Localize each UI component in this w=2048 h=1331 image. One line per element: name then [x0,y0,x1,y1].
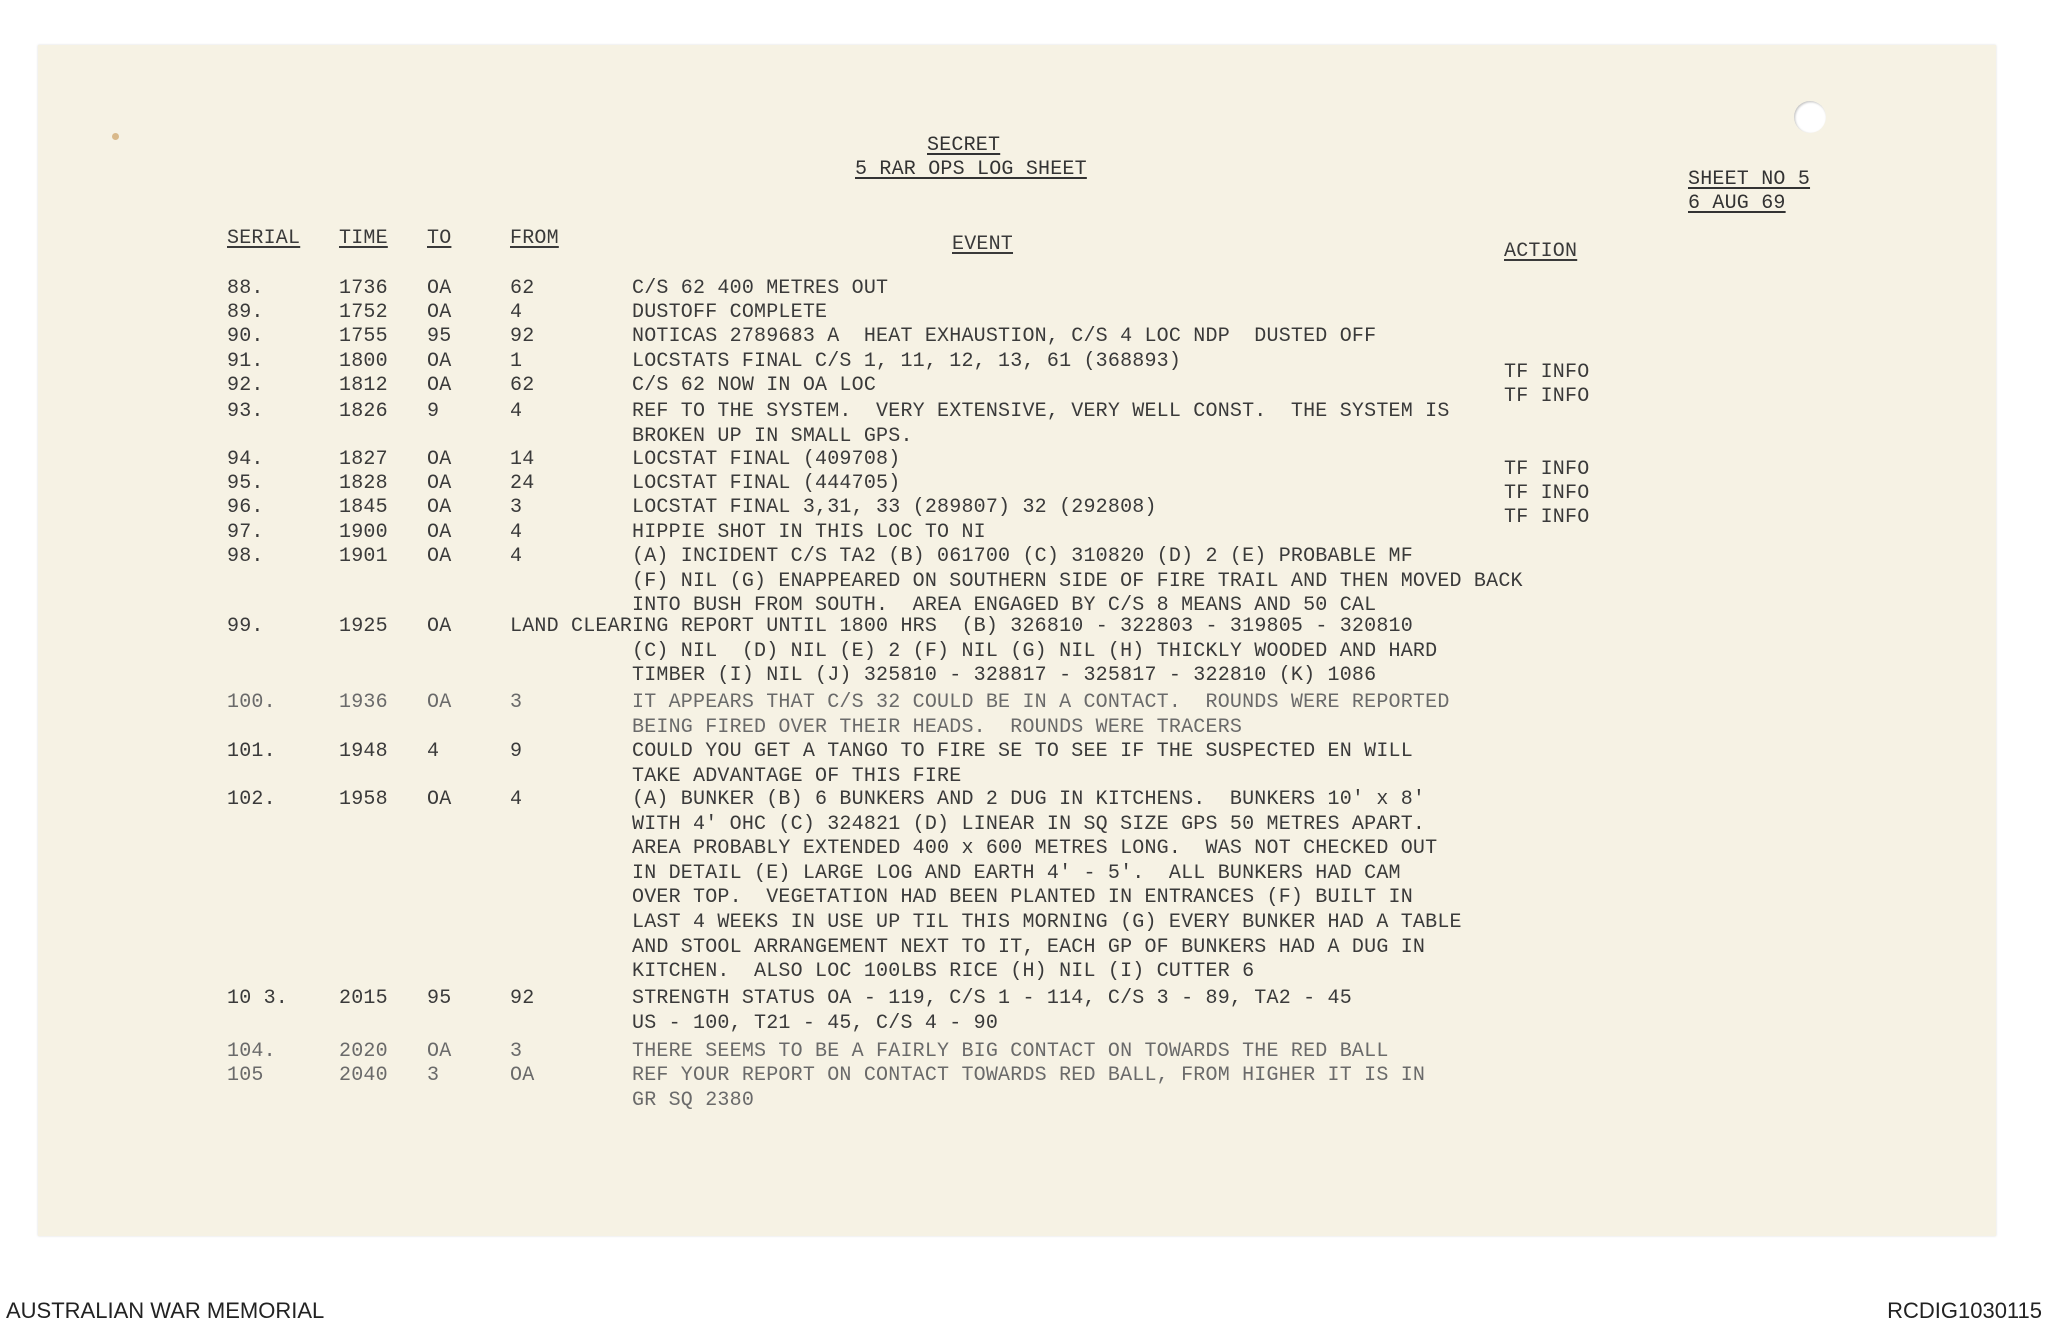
row-from: 9 [510,740,523,763]
row-event-line: AND STOOL ARRANGEMENT NEXT TO IT, EACH GP OF BUNKERS HAD A DUG IN [632,936,1426,959]
row-event-line: (A) BUNKER (B) 6 BUNKERS AND 2 DUG IN KITCHENS. BUNKERS 10' x 8' [632,788,1426,811]
row-action: TF INFO [1504,385,1590,408]
row-from: 3 [510,1040,523,1063]
paper-stain [112,133,119,140]
row-event-line: IN DETAIL (E) LARGE LOG AND EARTH 4' - 5'. ALL BUNKERS HAD CAM [632,862,1401,885]
row-action: TF INFO [1504,482,1590,505]
row-event-line: C/S 62 400 METRES OUT [632,277,889,300]
row-serial: 89. [227,301,264,324]
row-serial: 95. [227,472,264,495]
row-to: OA [427,615,452,638]
row-event-line: (A) INCIDENT C/S TA2 (B) 061700 (C) 310820 (D) 2 (E) PROBABLE MF [632,545,1413,568]
row-event-line: AREA PROBABLY EXTENDED 400 x 600 METRES LONG. WAS NOT CHECKED OUT [632,837,1438,860]
row-event-line: LOCSTAT FINAL 3,31, 33 (289807) 32 (292808) [632,496,1157,519]
row-serial: 91. [227,350,264,373]
row-serial: 96. [227,496,264,519]
row-time: 1948 [339,740,388,763]
row-time: 2015 [339,987,388,1010]
row-to: OA [427,496,452,519]
row-from: 4 [510,545,523,568]
row-serial: 90. [227,325,264,348]
row-event-line: GR SQ 2380 [632,1089,755,1112]
row-to: OA [427,301,452,324]
row-event-line: TIMBER (I) NIL (J) 325810 - 328817 - 325817 - 322810 (K) 1086 [632,664,1377,687]
row-serial: 101. [227,740,276,763]
row-from: 4 [510,400,523,423]
row-time: 1827 [339,448,388,471]
row-to: 3 [427,1064,440,1087]
row-event-line: LOCSTAT FINAL (409708) [632,448,901,471]
row-time: 1736 [339,277,388,300]
row-from: 62 [510,374,535,397]
row-to: OA [427,374,452,397]
row-serial: 97. [227,521,264,544]
row-serial: 88. [227,277,264,300]
row-event-line: DUSTOFF COMPLETE [632,301,828,324]
row-time: 1901 [339,545,388,568]
row-serial: 102. [227,788,276,811]
row-event-line: BEING FIRED OVER THEIR HEADS. ROUNDS WERE TRACERS [632,716,1243,739]
row-serial: 100. [227,691,276,714]
row-to: 4 [427,740,440,763]
sheet-date: 6 AUG 69 [1688,192,1786,215]
row-from: 24 [510,472,535,495]
row-action: TF INFO [1504,458,1590,481]
row-time: 1755 [339,325,388,348]
column-header-time: TIME [339,227,388,250]
column-header-serial: SERIAL [227,227,301,250]
row-serial: 98. [227,545,264,568]
row-to: OA [427,545,452,568]
row-event-line: C/S 62 NOW IN OA LOC [632,374,877,397]
row-event-line: LOCSTATS FINAL C/S 1, 11, 12, 13, 61 (368893) [632,350,1182,373]
row-time: 1752 [339,301,388,324]
row-time: 1826 [339,400,388,423]
row-from: 92 [510,987,535,1010]
row-from: 1 [510,350,523,373]
column-header-event: EVENT [952,233,1014,256]
row-serial: 94. [227,448,264,471]
row-time: 1958 [339,788,388,811]
sheet-number: SHEET NO 5 [1688,168,1811,191]
row-serial: 92. [227,374,264,397]
row-event-line: WITH 4' OHC (C) 324821 (D) LINEAR IN SQ SIZE GPS 50 METRES APART. [632,813,1426,836]
row-time: 2020 [339,1040,388,1063]
row-event-line: IT APPEARS THAT C/S 32 COULD BE IN A CONTACT. ROUNDS WERE REPORTED [632,691,1450,714]
row-from: OA [510,1064,535,1087]
row-event-line: LOCSTAT FINAL (444705) [632,472,901,495]
row-event-line: REF TO THE SYSTEM. VERY EXTENSIVE, VERY WELL CONST. THE SYSTEM IS [632,400,1450,423]
row-from: 3 [510,496,523,519]
row-time: 2040 [339,1064,388,1087]
row-time: 1800 [339,350,388,373]
row-time: 1936 [339,691,388,714]
footer-record-id: RCDIG1030115 [1887,1298,2042,1323]
row-event-lead: LAND CLEARING REPORT UNTIL 1800 HRS (B) 326810 - 322803 - 319805 - 320810 [510,615,1413,638]
row-event-line: THERE SEEMS TO BE A FAIRLY BIG CONTACT ON TOWARDS THE RED BALL [632,1040,1389,1063]
row-serial: 93. [227,400,264,423]
row-to: OA [427,1040,452,1063]
row-serial: 105 [227,1064,264,1087]
row-event-line: LAST 4 WEEKS IN USE UP TIL THIS MORNING (G) EVERY BUNKER HAD A TABLE [632,911,1462,934]
row-from: 92 [510,325,535,348]
row-time: 1828 [339,472,388,495]
punch-hole [1794,101,1826,133]
row-to: OA [427,472,452,495]
row-to: 9 [427,400,440,423]
row-serial: 104. [227,1040,276,1063]
row-action: TF INFO [1504,506,1590,529]
classification-marking: SECRET [927,134,1001,157]
row-serial: 99. [227,615,264,638]
row-event-line: TAKE ADVANTAGE OF THIS FIRE [632,765,962,788]
row-action: TF INFO [1504,361,1590,384]
row-event-line: OVER TOP. VEGETATION HAD BEEN PLANTED IN ENTRANCES (F) BUILT IN [632,886,1413,909]
row-to: OA [427,691,452,714]
row-event-line: COULD YOU GET A TANGO TO FIRE SE TO SEE IF THE SUSPECTED EN WILL [632,740,1413,763]
row-to: 95 [427,325,452,348]
row-from: 62 [510,277,535,300]
row-event-line: (F) NIL (G) ENAPPEARED ON SOUTHERN SIDE OF FIRE TRAIL AND THEN MOVED BACK [632,570,1523,593]
row-time: 1925 [339,615,388,638]
row-time: 1812 [339,374,388,397]
row-to: OA [427,448,452,471]
row-event-line: BROKEN UP IN SMALL GPS. [632,425,913,448]
row-serial: 10 3. [227,987,289,1010]
row-from: 3 [510,691,523,714]
row-to: OA [427,350,452,373]
row-event-line: INTO BUSH FROM SOUTH. AREA ENGAGED BY C/S 8 MEANS AND 50 CAL [632,594,1377,617]
row-event-line: US - 100, T21 - 45, C/S 4 - 90 [632,1012,999,1035]
sheet-title: 5 RAR OPS LOG SHEET [855,158,1087,181]
row-event-line: KITCHEN. ALSO LOC 100LBS RICE (H) NIL (I) CUTTER 6 [632,960,1255,983]
column-header-action: ACTION [1504,240,1578,263]
column-header-from: FROM [510,227,559,250]
row-event-line: (C) NIL (D) NIL (E) 2 (F) NIL (G) NIL (H) THICKLY WOODED AND HARD [632,640,1438,663]
row-from: 4 [510,301,523,324]
row-from: 4 [510,788,523,811]
row-event-line: HIPPIE SHOT IN THIS LOC TO NI [632,521,986,544]
row-from: 14 [510,448,535,471]
row-event-line: REF YOUR REPORT ON CONTACT TOWARDS RED BALL, FROM HIGHER IT IS IN [632,1064,1426,1087]
row-to: OA [427,521,452,544]
row-event-line: NOTICAS 2789683 A HEAT EXHAUSTION, C/S 4 LOC NDP DUSTED OFF [632,325,1377,348]
row-event-line: STRENGTH STATUS OA - 119, C/S 1 - 114, C/S 3 - 89, TA2 - 45 [632,987,1352,1010]
footer-source: AUSTRALIAN WAR MEMORIAL [6,1298,325,1323]
row-from: 4 [510,521,523,544]
row-to: OA [427,277,452,300]
row-to: OA [427,788,452,811]
row-to: 95 [427,987,452,1010]
column-header-to: TO [427,227,452,250]
row-time: 1845 [339,496,388,519]
row-time: 1900 [339,521,388,544]
